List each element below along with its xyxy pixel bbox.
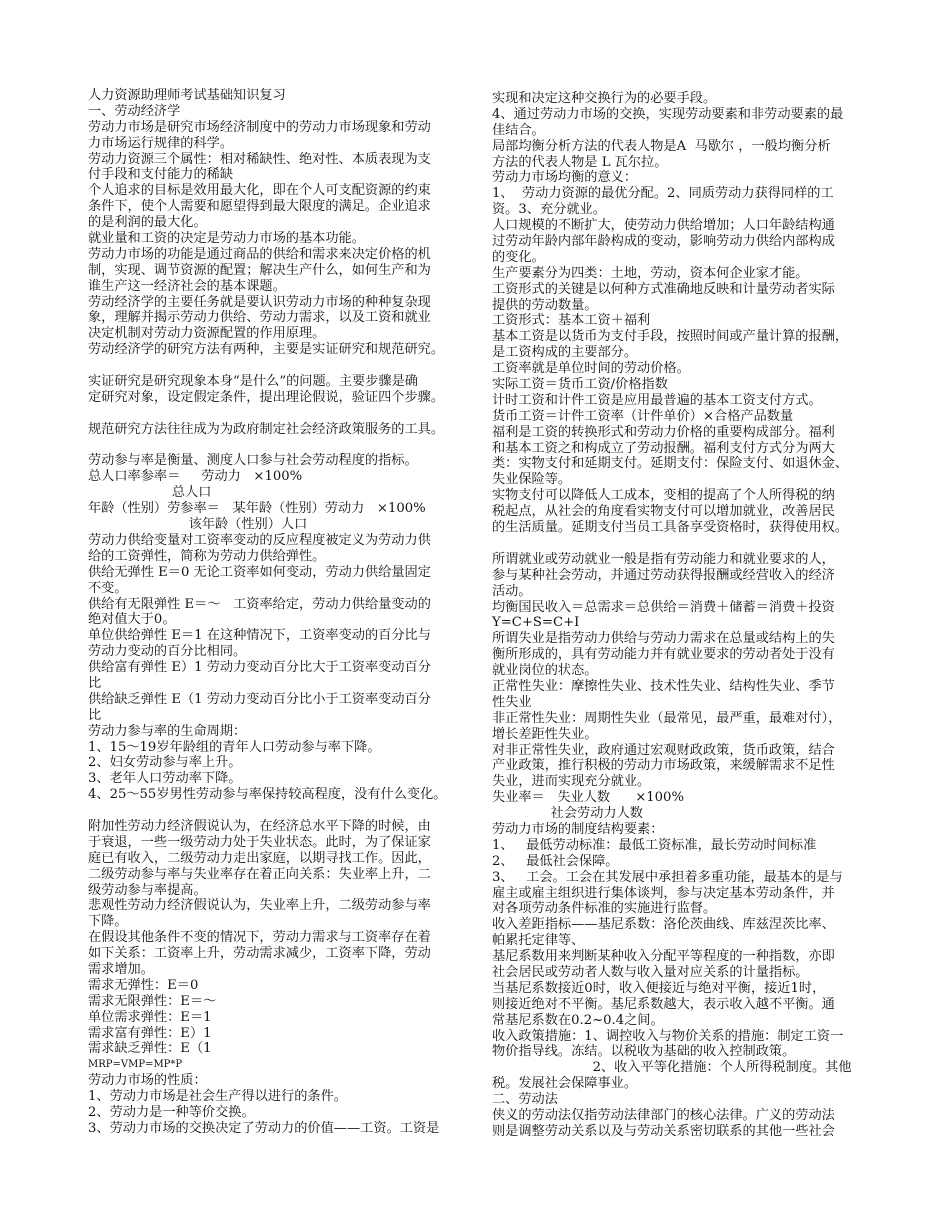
text-line: 方法的代表人物是 L 瓦尔拉。 — [492, 154, 668, 170]
text-line: 常基尼系数在0.2~0.4之间。 — [492, 1012, 664, 1028]
text-line: 则是调整劳动关系以及与劳动关系密切联系的其他一些社会 — [492, 1123, 835, 1139]
text-line: 则接近绝对不平衡。基尼系数越大，表示收入越不平衡。通 — [492, 996, 835, 1012]
text-line: 增长差距性失业。 — [492, 726, 598, 742]
text-line: Y=C+S=C+I — [492, 615, 580, 631]
text-line: 单位需求弹性：E＝1 — [88, 1009, 212, 1025]
text-line: 2、妇女劳动参与率上升。 — [88, 755, 242, 771]
text-line: 于衰退，一些一级劳动力处于失业状态。此时，为了保证家 — [88, 834, 431, 850]
text-line: 2、劳动力是一种等价交换。 — [88, 1105, 255, 1120]
text-line: 劳动经济学的研究方法有两种，主要是实证研究和规范研究。 — [88, 342, 445, 358]
text-line: 活动。 — [492, 583, 532, 599]
right-column — [492, 91, 870, 1140]
text-line: 劳动力市场的功能是通过商品的供给和需求来决定价格的机 — [88, 246, 431, 262]
text-line: 性失业 — [492, 694, 532, 710]
text-line: 条件下，使个人需要和愿望得到最大限度的满足。企业追求 — [88, 199, 431, 215]
text-line: 工资率就是单位时间的劳动价格。 — [492, 361, 690, 377]
text-line: 2、 最低社会保障。 — [492, 853, 619, 869]
text-line: 非正常性失业：周期性失业（最常见，最严重，最难对付）， — [492, 710, 842, 726]
text-line: 实际工资＝货币工资/价格指数 — [492, 377, 668, 393]
text-line: 需求增加。 — [88, 961, 154, 977]
text-line: 实现和决定这种交换行为的必要手段。 — [492, 91, 717, 106]
text-line: 绝对值大于0。 — [88, 612, 176, 628]
text-line: 计时工资和计件工资是应用最普遍的基本工资支付方式。 — [492, 392, 822, 408]
text-line: MRP=VMP=MP*P — [88, 1059, 183, 1071]
text-line: 工资形式：基本工资＋福利 — [492, 313, 651, 329]
text-line: 是工资构成的主要部分。 — [492, 345, 638, 361]
text-line: 社会劳动力人数 — [492, 806, 643, 822]
text-line: 基本工资是以货币为支付手段，按照时间或产量计算的报酬， — [492, 329, 849, 345]
text-line: 附加性劳动力经济假说认为，在经济总水平下降的时候，由 — [88, 818, 431, 834]
text-line: 一、劳动经济学 — [88, 103, 181, 119]
text-line: 3、老年人口劳动率下降。 — [88, 771, 242, 787]
text-line: 庭已有收入，二级劳动力走出家庭，以期寻找工作。因此， — [88, 850, 431, 866]
text-line: 比 — [88, 675, 102, 691]
text-line: 总人口率参率＝ 劳动力 ×100% — [88, 469, 303, 485]
text-line: 侠义的劳动法仅指劳动法律部门的核心法律。广义的劳动法 — [492, 1108, 835, 1123]
text-line: 如下关系：工资率上升，劳动需求减少，工资率下降，劳动 — [88, 946, 431, 962]
text-line: 收入差距指标——基尼系数：洛伦茨曲线、库兹涅茨比率、 — [492, 917, 835, 933]
text-line: 2、收入平等化措施：个人所得税制度。其他 — [492, 1060, 852, 1076]
text-line: 年龄（性别）劳参率＝ 某年龄（性别）劳动力 ×100% — [88, 501, 426, 517]
text-line: 参与某种社会劳动，并通过劳动获得报酬或经营收入的经济 — [492, 567, 835, 583]
text-line: 实证研究是研究现象本身“是什么”的问题。主要步骤是确 — [88, 374, 418, 390]
text-line — [88, 438, 466, 454]
text-line: 需求无弹性：E＝0 — [88, 977, 199, 993]
text-line: 1、 劳动力资源的最优分配。2、同质劳动力获得同样的工 — [492, 186, 834, 202]
text-line: 产业政策，推行积极的劳动力市场政策，来缓解需求不足性 — [492, 758, 835, 774]
text-line: 物价指导线。冻结。以税收为基础的收入控制政策。 — [492, 1044, 796, 1060]
text-line: 失业率＝ 失业人数 ×100% — [492, 790, 684, 806]
text-line: 比 — [88, 707, 102, 723]
text-line: 工资形式的关键是以何种方式准确地反映和计量劳动者实际 — [492, 281, 835, 297]
text-line: 雇主或雇主组织进行集体谈判，参与决定基本劳动条件，并 — [492, 885, 835, 901]
text-line: 给的工资弹性，简称为劳动力供给弹性。 — [88, 548, 326, 564]
text-line: 失业保险等。 — [492, 472, 572, 488]
text-line: 规范研究方法往往成为为政府制定社会经济政策服务的工具。 — [88, 421, 445, 437]
text-line: 均衡国民收入＝总需求＝总供给＝消费＋储蓄＝消费＋投资 — [492, 599, 835, 615]
text-line: 供给富有弹性 E）1 劳动力变动百分比大于工资率变动百分 — [88, 660, 431, 676]
text-line — [88, 358, 466, 374]
text-line: 的生活质量。延期支付当员工具备享受资格时，获得使用权。 — [492, 520, 849, 536]
text-line: 人口规模的不断扩大，使劳动力供给增加；人口年龄结构通 — [492, 218, 835, 234]
text-line: 需求缺乏弹性：E（1 — [88, 1041, 212, 1057]
text-line: 福利是工资的转换形式和劳动力价格的重要构成部分。福利 — [492, 424, 835, 440]
text-line: 当基尼系数接近0时，收入便接近与绝对平衡，接近1时， — [492, 980, 826, 996]
left-column — [88, 88, 466, 1137]
text-line: 4、通过劳动力市场的交换，实现劳动要素和非劳动要素的最 — [492, 106, 844, 122]
text-line: 衡所形成的，具有劳动能力并有就业要求的劳动者处于没有 — [492, 647, 835, 663]
text-line: 社会居民或劳动者人数与收入量对应关系的计量指标。 — [492, 964, 809, 980]
text-line — [88, 803, 466, 819]
text-line: 所谓失业是指劳动力供给与劳动力需求在总量或结构上的失 — [492, 631, 835, 647]
text-line: 二级劳动参与率与失业率存在着正向关系：失业率上升，二 — [88, 866, 431, 882]
text-line: 付手段和支付能力的稀缺 — [88, 167, 234, 183]
text-line: 1、 最低劳动标准：最低工资标准，最长劳动时间标准 — [492, 837, 817, 853]
text-line: 类：实物支付和延期支付。延期支付：保险支付、如退休金、 — [492, 456, 849, 472]
text-line: 提供的劳动数量。 — [492, 297, 598, 313]
text-line: 劳动力市场的性质： — [88, 1073, 207, 1089]
text-line: 4、25～55岁男性劳动参与率保持较高程度，没有什么变化。 — [88, 787, 447, 803]
text-line: 资。3、充分就业。 — [492, 202, 606, 218]
text-line: 就业岗位的状态。 — [492, 663, 598, 679]
text-line: 下降。 — [88, 914, 128, 930]
text-line: 帕累托定律等、 — [492, 933, 585, 949]
text-line: 决定机制对劳动力资源配置的作用原理。 — [88, 326, 326, 342]
text-line: 不变。 — [88, 580, 128, 596]
text-line: 供给无弹性 E＝0 无论工资率如何变动，劳动力供给量固定 — [88, 564, 431, 580]
text-line: 劳动参与率是衡量、测度人口参与社会劳动程度的指标。 — [88, 453, 418, 469]
text-line: 对各项劳动条件标准的实施进行监督。 — [492, 901, 717, 917]
text-line: 总人口 — [88, 485, 212, 501]
text-line: 定研究对象，设定假定条件，提出理论假说，验证四个步骤。 — [88, 389, 445, 405]
text-line: 的变化。 — [492, 249, 545, 265]
text-line: 1、劳动力市场是社会生产得以进行的条件。 — [88, 1089, 347, 1105]
text-line: 象，理解并揭示劳动力供给、劳动力需求，以及工资和就业 — [88, 310, 431, 326]
text-line: 个人追求的目标是效用最大化，即在个人可支配资源的约束 — [88, 183, 431, 199]
text-line: 劳动力参与率的生命周期： — [88, 723, 247, 739]
text-line: 悲观性劳动力经济假说认为，失业率上升，二级劳动参与率 — [88, 898, 431, 914]
text-line: 税。发展社会保障事业。 — [492, 1076, 638, 1092]
text-line: 在假设其他条件不变的情况下，劳动力需求与工资率存在着 — [88, 930, 431, 946]
text-line: 需求无限弹性：E＝～ — [88, 993, 217, 1009]
text-line: 过劳动年龄内部年龄构成的变动，影响劳动力供给内部构成 — [492, 234, 835, 250]
text-line: 需求富有弹性：E）1 — [88, 1025, 212, 1041]
text-line: 和基本工资之和构成立了劳动报酬。福利支付方式分为两大 — [492, 440, 835, 456]
text-line: 实物支付可以降低人工成本，变相的提高了个人所得税的纳 — [492, 488, 835, 504]
text-line: 局部均衡分析方法的代表人物是A 马歇尔 ，一般均衡分析 — [492, 138, 831, 154]
text-line: 对非正常性失业，政府通过宏观财政政策，货币政策，结合 — [492, 742, 835, 758]
text-line: 二、劳动法 — [492, 1092, 558, 1108]
text-line: 基尼系数用来判断某种收入分配平等程度的一种指数，亦即 — [492, 949, 835, 965]
text-line: 劳动力市场是研究市场经济制度中的劳动力市场现象和劳动 — [88, 119, 431, 135]
text-line: 税起点，从社会的角度看实物支付可以增加就业，改善居民 — [492, 504, 835, 520]
text-line: 劳动力市场的制度结构要素： — [492, 821, 664, 837]
text-line: 就业量和工资的决定是劳动力市场的基本功能。 — [88, 231, 365, 247]
text-line: 谁生产这一经济社会的基本课题。 — [88, 278, 286, 294]
text-line: 劳动力供给变量对工资率变动的反应程度被定义为劳动力供 — [88, 532, 431, 548]
text-line: 劳动力变动的百分比相同。 — [88, 644, 247, 660]
text-line: 劳动力资源三个属性：相对稀缺性、绝对性、本质表现为支 — [88, 151, 431, 167]
text-line: 3、劳动力市场的交换决定了劳动力的价值——工资。工资是 — [88, 1120, 440, 1136]
text-line: 佳结合。 — [492, 122, 545, 138]
text-line: 供给有无限弹性 E＝～ 工资率给定，劳动力供给量变动的 — [88, 596, 431, 612]
text-line: 劳动力市场均衡的意义： — [492, 170, 638, 186]
text-line: 收入政策措施：1、调控收入与物价关系的措施：制定工资一 — [492, 1028, 844, 1044]
text-line: 3、 工会。工会在其发展中承担着多重功能，最基本的是与 — [492, 869, 843, 885]
text-line — [88, 406, 466, 422]
text-line: 级劳动参与率提高。 — [88, 882, 207, 898]
text-line: 正常性失业：摩擦性失业、技术性失业、结构性失业、季节 — [492, 678, 835, 694]
text-line: 人力资源助理师考试基础知识复习 — [88, 88, 286, 103]
text-line: 生产要素分为四类：土地，劳动，资本何企业家才能。 — [492, 265, 809, 281]
text-line — [492, 536, 870, 552]
text-line: 失业，进而实现充分就业。 — [492, 774, 651, 790]
text-line: 所谓就业或劳动就业一般是指有劳动能力和就业要求的人， — [492, 551, 835, 567]
text-line: 该年龄（性别）人口 — [88, 517, 308, 533]
text-line: 单位供给弹性 E＝1 在这种情况下，工资率变动的百分比与 — [88, 628, 431, 644]
text-line: 供给缺乏弹性 E（1 劳动力变动百分比小于工资率变动百分 — [88, 691, 431, 707]
text-line: 的是利润的最大化。 — [88, 215, 207, 231]
text-line: 1、15～19岁年龄组的青年人口劳动参与率下降。 — [88, 739, 381, 755]
text-line: 劳动经济学的主要任务就是要认识劳动力市场的种种复杂现 — [88, 294, 431, 310]
text-line: 货币工资＝计件工资率（计件单价）×合格产品数量 — [492, 408, 794, 424]
text-line: 制，实现、调节资源的配置；解决生产什么，如何生产和为 — [88, 262, 431, 278]
text-line: 力市场运行规律的科学。 — [88, 135, 234, 151]
